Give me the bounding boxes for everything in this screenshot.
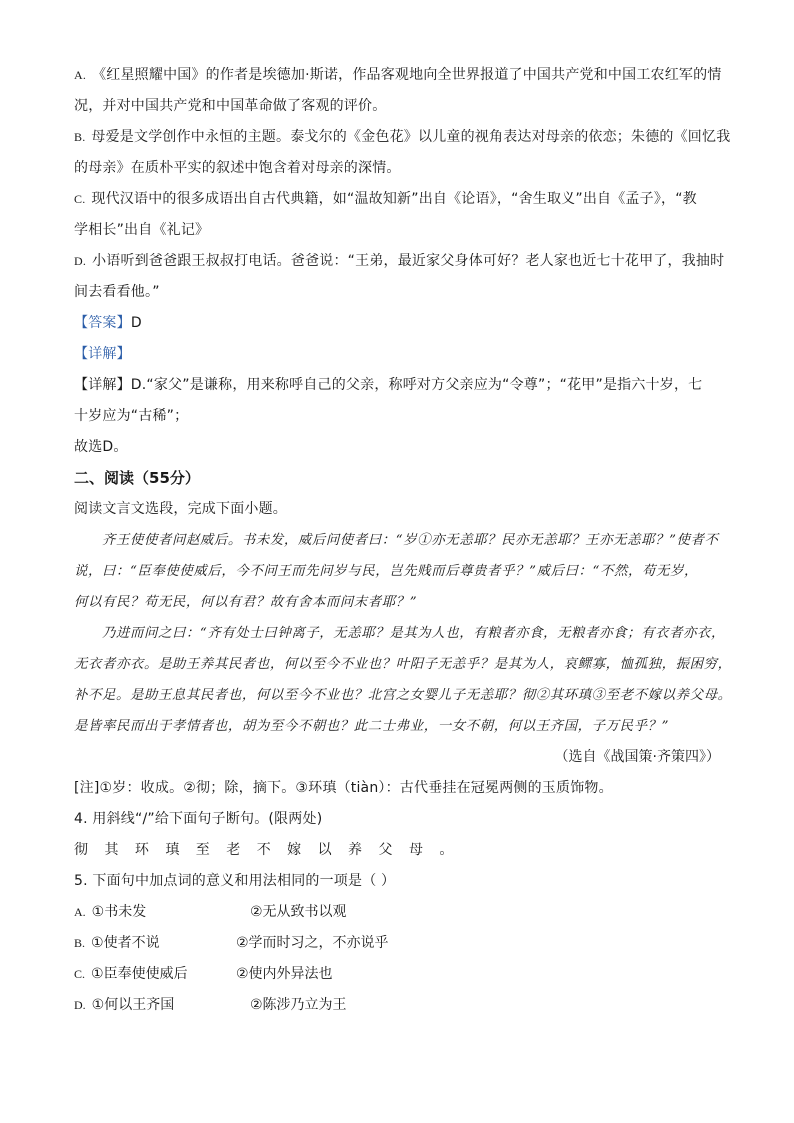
answer-tag: 【答案】 (74, 315, 131, 331)
option-text-cont: 况，并对中国共产党和中国革命做了客观的评价。 (74, 98, 387, 114)
answer-line (74, 308, 734, 339)
q3-option-b (74, 122, 734, 184)
option-letter: A. (74, 68, 87, 82)
q5-option-c (74, 959, 734, 990)
option-part-a: ①使者不说 (91, 935, 160, 951)
option-letter: B. (74, 130, 86, 144)
option-part-a: ①何以王齐国 (91, 997, 175, 1013)
option-text-cont: 的母亲》在质朴平实的叙述中饱含着对母亲的深情。 (74, 160, 401, 176)
option-letter: C. (74, 192, 86, 206)
passage-line: 说，曰：“臣奉使使威后，今不问王而先问岁与民，岂先贱而后尊贵者乎？”威后曰：“不然，苟无岁， (74, 564, 698, 579)
option-part-b: ②无从致书以观 (250, 904, 347, 920)
option-text: 现代汉语中的很多成语出自古代典籍，如“温故知新”出自《论语》，“舍生取义”出自《孟子》，“教 (91, 191, 697, 207)
option-part-a: ①臣奉使使威后 (91, 966, 188, 982)
option-part-b: ②使内外异法也 (236, 966, 333, 982)
option-part-b: ②学而时习之，不亦说乎 (236, 935, 389, 951)
passage-line: 何以有民？苟无民，何以有君？故有舍本而问末者耶？” (74, 595, 418, 610)
q3-option-a (74, 60, 734, 122)
q5-option-a (74, 897, 734, 928)
conclusion: 故选D。 (74, 439, 128, 455)
passage-line: 是皆率民而出于孝情者也，胡为至今不朝也？此二士弗业，一女不朝，何以王齐国，子万民乎？” (74, 719, 670, 734)
passage-line: 补不足。是助王息其民者也，何以至今不业也？北宫之女婴儿子无恙耶？彻②其环瑱③至老不嫁以养父母。 (74, 688, 732, 703)
classical-passage (74, 525, 734, 742)
q4-sentence: 彻 其 环 瑱 至 老 不 嫁 以 养 父 母 。 (74, 842, 460, 858)
passage-source: （选自《战国策·齐策四》） (554, 749, 720, 765)
option-part-a: ①书未发 (91, 904, 147, 920)
passage-line: 无衣者亦衣。是助王养其民者也，何以至今不业也？叶阳子无恙乎？是其为人，哀鳏寡，恤孤独，振困穷， (74, 657, 732, 672)
q5-prompt: 5. 下面句中加点词的意义和用法相同的一项是（ ） (74, 873, 396, 889)
q4-prompt: 4. 用斜线“/”给下面句子断句。(限两处) (74, 811, 323, 827)
detail-text-cont: 十岁应为“古稀”； (74, 408, 189, 424)
option-text-cont: 学相长”出自《礼记》 (74, 222, 210, 238)
q5-option-b (74, 928, 734, 959)
option-text: 母爱是文学创作中永恒的主题。泰戈尔的《金色花》以儿童的视角表达对母亲的依恋；朱德的《回忆我 (91, 129, 731, 145)
option-letter: A. (74, 905, 86, 919)
passage-line: 乃进而问之曰：“齐有处士曰钟离子，无恙耶？是其为人也，有粮者亦食，无粮者亦食；有衣者亦衣， (102, 626, 726, 641)
option-text: 《红星照耀中国》的作者是埃德加·斯诺，作品客观地向全世界报道了中国共产党和中国工农红军的情 (92, 67, 722, 83)
document-page (74, 60, 734, 1021)
option-part-b: ②陈涉乃立为王 (250, 997, 347, 1013)
option-text-cont: 间去看看他。” (74, 284, 160, 300)
instruction: 阅读文言文选段，完成下面小题。 (74, 501, 287, 517)
section-title: 二、阅读（55分） (74, 469, 200, 487)
passage-line: 齐王使使者问赵威后。书未发，威后问使者曰：“岁①亦无恙耶？民亦无恙耶？王亦无恙耶？”使者不 (102, 533, 719, 548)
q5-option-d (74, 990, 734, 1021)
answer-value: D (130, 315, 142, 331)
option-letter: D. (74, 998, 86, 1012)
q3-option-c (74, 184, 734, 246)
option-letter: D. (74, 254, 87, 268)
q3-option-d (74, 246, 734, 308)
option-text: 小语听到爸爸跟王叔叔打电话。爸爸说：“王弟，最近家父身体可好？老人家也近七十花甲了，我抽时 (92, 253, 725, 269)
annotation-note: [注]①岁：收成。②彻；除，摘下。③环瑱（tiàn）：古代垂挂在冠冕两侧的玉质饰物。 (74, 780, 613, 796)
option-letter: B. (74, 936, 86, 950)
detail-tag: 【详解】 (74, 346, 131, 362)
detail-text: 【详解】D.“家父”是谦称，用来称呼自己的父亲，称呼对方父亲应为“令尊”；“花甲”是指六十岁，七 (74, 377, 703, 393)
option-letter: C. (74, 967, 86, 981)
